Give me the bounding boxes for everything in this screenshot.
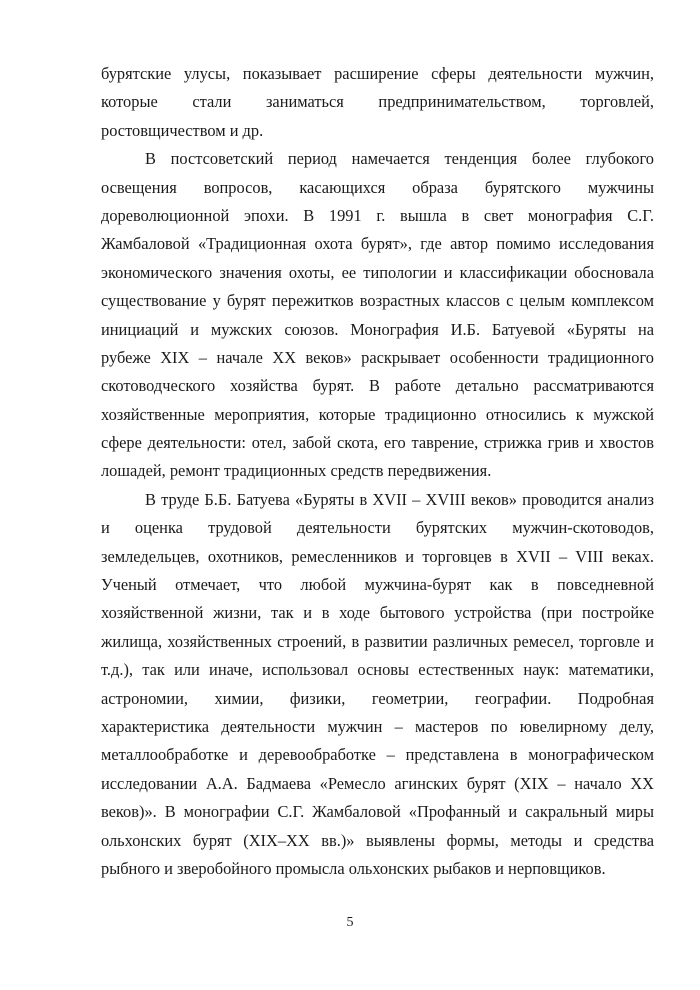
text-line: хозяйственной жизни, так и в ходе бытового устройства (при постройке	[101, 603, 654, 623]
text-line: лошадей, ремонт традиционных средств передвижения.	[101, 461, 492, 481]
text-line: существование у бурят пережитков возрастных классов с целым комплексом	[101, 291, 654, 311]
text-line: скотоводческого хозяйства бурят. В работе детально рассматриваются	[101, 376, 654, 396]
text-line: освещения вопросов, касающихся образа бурятского мужчины	[101, 177, 654, 197]
text-line: т.д.), так или иначе, использовал основы естественных наук: математики,	[101, 660, 654, 680]
document-body	[101, 60, 654, 883]
text-line: сфере деятельности: отел, забой скота, его таврение, стрижка грив и хвостов	[101, 433, 654, 453]
text-line: веков)». В монографии С.Г. Жамбаловой «Профанный и сакральный миры	[101, 802, 654, 822]
text-line: инициаций и мужских союзов. Монография И.Б. Батуевой «Буряты на	[101, 319, 654, 339]
text-line: ростовщичеством и др.	[101, 120, 264, 140]
text-line: дореволюционной эпохи. В 1991 г. вышла в свет монография С.Г.	[101, 205, 654, 225]
text-line: которые стали заниматься предпринимательством, торговлей,	[101, 92, 654, 112]
text-line: бурятские улусы, показывает расширение сферы деятельности мужчин,	[101, 64, 654, 83]
page-number: 5	[346, 915, 354, 930]
text-line: земледельцев, охотников, ремесленников и торговцев в XVII – VIII веках.	[101, 546, 654, 566]
text-line: и оценка трудовой деятельности бурятских мужчин-скотоводов,	[101, 518, 654, 538]
text-line: Жамбаловой «Традиционная охота бурят», где автор помимо исследования	[101, 234, 654, 254]
text-line: экономического значения охоты, ее типологии и классификации обосновала	[101, 262, 654, 282]
text-line: рыбного и зверобойного промысла ольхонских рыбаков и нерповщиков.	[101, 858, 606, 878]
text-line: ольхонских бурят (XIX–XX вв.)» выявлены формы, методы и средства	[101, 830, 654, 850]
text-line: металлообработке и деревообработке – представлена в монографическом	[101, 745, 654, 765]
text-line: Ученый отмечает, что любой мужчина-бурят как в повседневной	[101, 575, 654, 595]
text-line: рубеже XIX – начале XX веков» раскрывает особенности традиционного	[101, 347, 654, 367]
text-line: В постсоветский период намечается тенденция более глубокого	[145, 149, 654, 169]
text-line: характеристика деятельности мужчин – мастеров по ювелирному делу,	[101, 716, 654, 736]
text-line: хозяйственные мероприятия, которые традиционно относились к мужской	[101, 404, 654, 424]
text-line: исследовании А.А. Бадмаева «Ремесло агинских бурят (XIX – начало XX	[101, 773, 654, 793]
text-line: астрономии, химии, физики, геометрии, географии. Подробная	[101, 688, 654, 708]
text-line: В труде Б.Б. Батуева «Буряты в XVII – XVIII веков» проводится анализ	[145, 489, 654, 509]
text-line: жилища, хозяйственных строений, в развитии различных ремесел, торговле и	[101, 631, 654, 651]
